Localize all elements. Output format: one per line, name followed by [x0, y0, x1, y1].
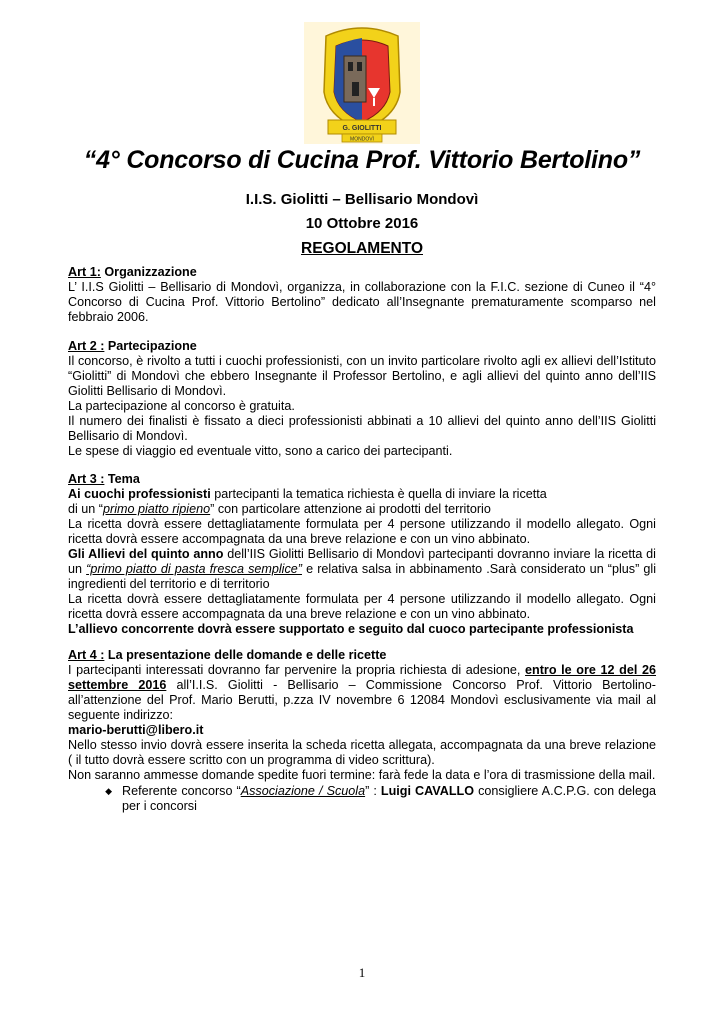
page-number: 1	[358, 965, 366, 980]
article-3-title: Tema	[104, 472, 140, 486]
article-1-number: Art 1:	[68, 265, 101, 279]
diamond-bullet-icon: ◆	[105, 786, 112, 796]
article-4-paragraph: Non saranno ammesse domande spedite fuori termine: farà fede la data e l’ora di trasmissione della mail.	[68, 768, 656, 782]
article-4-title: La presentazione delle domande e delle ricette	[104, 648, 387, 662]
article-3-line: Ai cuochi professionisti partecipanti la tematica richiesta è quella di inviare la ricetta	[68, 487, 547, 501]
article-4-paragraph: Nello stesso invio dovrà essere inserita la scheda ricetta allegata, accompagnata da una breve relazione ( il tutto dovrà essere scritto con un programma di video scrittura).	[68, 738, 656, 767]
referent-list-item: ◆ Referente concorso “Associazione / Scuola” : Luigi CAVALLO consigliere A.C.P.G. con delega per i concorsi	[68, 784, 656, 814]
article-3-final-note: L’allievo concorrente dovrà essere supportato e seguito dal cuoco partecipante professionista	[68, 622, 634, 636]
contact-email-link[interactable]: mario-berutti@libero.it	[68, 723, 204, 737]
logo-banner-sub: MONDOVÌ	[350, 136, 374, 143]
article-3-line: di un “primo piatto ripieno” con particolare attenzione ai prodotti del territorio	[68, 502, 491, 516]
article-2-title: Partecipazione	[104, 339, 197, 353]
article-1-text: L’ I.I.S Giolitti – Bellisario di Mondovì, organizza, in collaborazione con la F.I.C. sezione di Cuneo il “4° Concorso di Cucina Prof. Vittorio Bertolino” dedicato all’Insegnante prematuramente scomparso nel febbraio 2006.	[68, 280, 656, 324]
deadline: entro le ore 12 del 26 settembre 2016	[68, 663, 657, 692]
article-3-heading	[68, 472, 656, 487]
logo-banner-text: G. GIOLITTI	[342, 125, 382, 132]
article-3	[68, 472, 656, 637]
article-1-heading	[68, 265, 656, 280]
article-3-students-paragraph: Gli Allievi del quinto anno dell’IIS Giolitti Bellisario di Mondovì partecipanti dovranno inviare la ricetta di un “primo piatto di pasta fresca semplice” e relativa salsa in abbinamento .Sarà considerato un “plus” gli ingredienti del territorio e di territorio	[68, 547, 657, 591]
article-1-title: Organizzazione	[100, 265, 197, 279]
event-date: 10 Ottobre 2016	[305, 215, 419, 232]
article-2-paragraph: La partecipazione al concorso è gratuita.	[68, 399, 295, 413]
article-2-paragraph: Le spese di viaggio ed eventuale vitto, sono a carico dei partecipanti.	[68, 444, 453, 458]
article-3-recipe-paragraph: La ricetta dovrà essere dettagliatamente formulata per 4 persone utilizzando il modello allegato. Ogni ricetta dovrà essere accompagnata da una breve relazione e con un vino abbinato.	[68, 517, 656, 546]
article-4-paragraph: I partecipanti interessati dovranno far pervenire la propria richiesta di adesione, entro le ore 12 del 26 settembre 2016 all’I.I.S. Giolitti - Bellisario – Commissione Concorso Prof. Vittorio Bertolino- all’attenzione del Prof. Mario Berutti, p.zza IV novembre 6 12084 Mondovì esclusivamente via mail al seguente indirizzo:	[68, 663, 657, 722]
article-1	[68, 265, 656, 325]
article-4-heading	[68, 648, 656, 663]
document-title: “4° Concorso di Cucina Prof. Vittorio Bertolino”	[83, 146, 641, 174]
article-3-recipe-paragraph: La ricetta dovrà essere dettagliatamente formulata per 4 persone utilizzando il modello allegato. Ogni ricetta dovrà essere accompagnata da una breve relazione e con un vino abbinato.	[68, 592, 656, 621]
article-2	[68, 339, 656, 459]
article-4-number: Art 4 :	[68, 648, 105, 662]
school-name: I.I.S. Giolitti – Bellisario Mondovì	[245, 191, 479, 208]
school-logo	[304, 22, 420, 144]
article-3-number: Art 3 :	[68, 472, 105, 486]
regulation-heading: REGOLAMENTO	[301, 240, 423, 257]
article-2-paragraph: Il numero dei finalisti è fissato a dieci professionisti abbinati a 10 allievi del quinto anno dell’IIS Giolitti Bellisario di Mondovì.	[68, 414, 656, 443]
article-2-paragraph: Il concorso, è rivolto a tutti i cuochi professionisti, con un invito particolare rivolto agli ex allievi dell’Istituto “Giolitti” di Mondovì che ebbero Insegnante il Professor Bertolino, e agli allievi del quinto anno dell’IIS Giolitti Bellisario di Mondovì.	[68, 354, 656, 398]
article-4	[68, 648, 656, 814]
article-2-number: Art 2 :	[68, 339, 105, 353]
article-2-heading	[68, 339, 656, 354]
